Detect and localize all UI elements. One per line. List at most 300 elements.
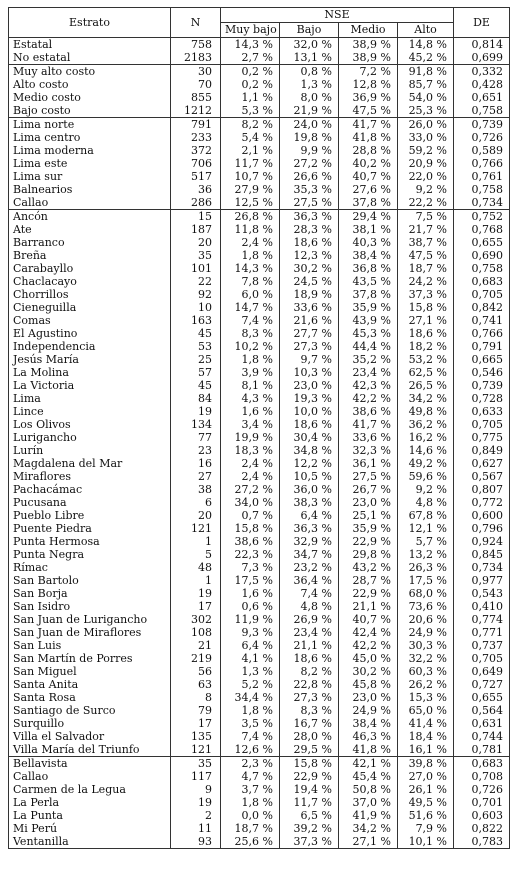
cell-de: 0,734 [454, 196, 510, 210]
cell-medio: 40,7 % [339, 170, 398, 183]
cell-de: 0,739 [454, 379, 510, 392]
cell-de: 0,781 [454, 743, 510, 757]
table-row [9, 38, 510, 52]
cell-muy-bajo: 38,6 % [221, 535, 280, 548]
cell-bajo: 27,3 % [280, 340, 339, 353]
cell-de: 0,603 [454, 809, 510, 822]
cell-muy-bajo: 5,4 % [221, 131, 280, 144]
cell-n: 233 [171, 131, 221, 144]
cell-estrato: San Miguel [9, 665, 171, 678]
cell-estrato: Miraflores [9, 470, 171, 483]
cell-medio: 23,4 % [339, 366, 398, 379]
cell-n: 517 [171, 170, 221, 183]
cell-muy-bajo: 6,0 % [221, 288, 280, 301]
cell-medio: 43,2 % [339, 561, 398, 574]
cell-de: 0,822 [454, 822, 510, 835]
table-row [9, 730, 510, 743]
cell-alto: 27,0 % [398, 770, 454, 783]
cell-de: 0,651 [454, 91, 510, 104]
cell-bajo: 35,3 % [280, 183, 339, 196]
cell-medio: 42,1 % [339, 757, 398, 771]
cell-alto: 26,1 % [398, 783, 454, 796]
cell-n: 1 [171, 535, 221, 548]
cell-bajo: 19,3 % [280, 392, 339, 405]
table-row [9, 118, 510, 132]
cell-n: 2183 [171, 51, 221, 65]
cell-n: 8 [171, 691, 221, 704]
cell-bajo: 36,4 % [280, 574, 339, 587]
cell-medio: 38,4 % [339, 249, 398, 262]
cell-bajo: 6,4 % [280, 509, 339, 522]
cell-bajo: 16,7 % [280, 717, 339, 730]
cell-de: 0,807 [454, 483, 510, 496]
cell-de: 0,627 [454, 457, 510, 470]
cell-estrato: Lince [9, 405, 171, 418]
cell-muy-bajo: 25,6 % [221, 835, 280, 849]
cell-alto: 7,9 % [398, 822, 454, 835]
cell-de: 0,796 [454, 522, 510, 535]
cell-alto: 68,0 % [398, 587, 454, 600]
cell-muy-bajo: 2,1 % [221, 144, 280, 157]
cell-estrato: Lurigancho [9, 431, 171, 444]
cell-muy-bajo: 19,9 % [221, 431, 280, 444]
cell-alto: 34,2 % [398, 392, 454, 405]
cell-alto: 16,2 % [398, 431, 454, 444]
cell-de: 0,727 [454, 678, 510, 691]
cell-n: 286 [171, 196, 221, 210]
cell-muy-bajo: 1,3 % [221, 665, 280, 678]
cell-alto: 4,8 % [398, 496, 454, 509]
cell-bajo: 27,5 % [280, 196, 339, 210]
cell-medio: 45,4 % [339, 770, 398, 783]
cell-medio: 41,7 % [339, 418, 398, 431]
cell-estrato: San Juan de Miraflores [9, 626, 171, 639]
cell-medio: 40,3 % [339, 236, 398, 249]
cell-muy-bajo: 3,9 % [221, 366, 280, 379]
cell-n: 63 [171, 678, 221, 691]
table-row [9, 509, 510, 522]
cell-medio: 50,8 % [339, 783, 398, 796]
cell-estrato: San Martín de Porres [9, 652, 171, 665]
cell-bajo: 19,8 % [280, 131, 339, 144]
cell-alto: 26,3 % [398, 561, 454, 574]
table-row [9, 561, 510, 574]
cell-muy-bajo: 2,3 % [221, 757, 280, 771]
cell-estrato: Medio costo [9, 91, 171, 104]
cell-medio: 27,1 % [339, 835, 398, 849]
cell-alto: 7,5 % [398, 210, 454, 224]
cell-bajo: 8,0 % [280, 91, 339, 104]
cell-medio: 40,2 % [339, 157, 398, 170]
row-group [9, 65, 510, 118]
cell-medio: 38,9 % [339, 51, 398, 65]
header-nse: NSE [221, 8, 454, 23]
cell-de: 0,761 [454, 170, 510, 183]
cell-de: 0,771 [454, 626, 510, 639]
table-row [9, 665, 510, 678]
cell-muy-bajo: 9,3 % [221, 626, 280, 639]
table-row [9, 535, 510, 548]
cell-medio: 22,9 % [339, 535, 398, 548]
cell-de: 0,655 [454, 691, 510, 704]
cell-muy-bajo: 5,2 % [221, 678, 280, 691]
cell-muy-bajo: 3,4 % [221, 418, 280, 431]
cell-muy-bajo: 7,4 % [221, 730, 280, 743]
cell-alto: 18,7 % [398, 262, 454, 275]
table-row [9, 574, 510, 587]
cell-muy-bajo: 7,3 % [221, 561, 280, 574]
cell-bajo: 33,6 % [280, 301, 339, 314]
cell-n: 56 [171, 665, 221, 678]
cell-n: 15 [171, 210, 221, 224]
cell-muy-bajo: 8,2 % [221, 118, 280, 132]
table-row [9, 522, 510, 535]
cell-bajo: 28,3 % [280, 223, 339, 236]
header-muy-bajo: Muy bajo [221, 23, 280, 38]
cell-muy-bajo: 15,8 % [221, 522, 280, 535]
cell-estrato: San Luis [9, 639, 171, 652]
cell-bajo: 30,4 % [280, 431, 339, 444]
cell-bajo: 30,2 % [280, 262, 339, 275]
cell-n: 10 [171, 301, 221, 314]
cell-de: 0,633 [454, 405, 510, 418]
table-row [9, 483, 510, 496]
nse-table [8, 7, 510, 849]
cell-estrato: San Bartolo [9, 574, 171, 587]
cell-de: 0,783 [454, 835, 510, 849]
cell-de: 0,683 [454, 757, 510, 771]
cell-muy-bajo: 5,3 % [221, 104, 280, 118]
cell-bajo: 11,7 % [280, 796, 339, 809]
table-row [9, 275, 510, 288]
cell-bajo: 29,5 % [280, 743, 339, 757]
cell-bajo: 21,1 % [280, 639, 339, 652]
header-alto: Alto [398, 23, 454, 38]
cell-medio: 24,9 % [339, 704, 398, 717]
cell-de: 0,739 [454, 118, 510, 132]
cell-alto: 37,3 % [398, 288, 454, 301]
cell-alto: 54,0 % [398, 91, 454, 104]
cell-muy-bajo: 11,9 % [221, 613, 280, 626]
cell-medio: 21,1 % [339, 600, 398, 613]
cell-de: 0,814 [454, 38, 510, 52]
cell-n: 135 [171, 730, 221, 743]
cell-bajo: 19,4 % [280, 783, 339, 796]
cell-de: 0,775 [454, 431, 510, 444]
cell-n: 108 [171, 626, 221, 639]
cell-medio: 42,2 % [339, 639, 398, 652]
cell-muy-bajo: 10,2 % [221, 340, 280, 353]
cell-alto: 18,2 % [398, 340, 454, 353]
cell-alto: 45,2 % [398, 51, 454, 65]
table-row [9, 65, 510, 79]
table-row [9, 170, 510, 183]
cell-muy-bajo: 0,2 % [221, 78, 280, 91]
cell-bajo: 21,9 % [280, 104, 339, 118]
cell-alto: 22,2 % [398, 196, 454, 210]
cell-bajo: 10,0 % [280, 405, 339, 418]
cell-alto: 25,3 % [398, 104, 454, 118]
cell-bajo: 37,3 % [280, 835, 339, 849]
table-row [9, 236, 510, 249]
header-estrato: Estrato [9, 8, 171, 38]
cell-estrato: Bajo costo [9, 104, 171, 118]
cell-estrato: Barranco [9, 236, 171, 249]
cell-n: 19 [171, 796, 221, 809]
cell-estrato: Lima [9, 392, 171, 405]
table-row [9, 704, 510, 717]
cell-estrato: Lurín [9, 444, 171, 457]
cell-medio: 30,2 % [339, 665, 398, 678]
table-row [9, 301, 510, 314]
cell-muy-bajo: 34,0 % [221, 496, 280, 509]
cell-muy-bajo: 26,8 % [221, 210, 280, 224]
header-bajo: Bajo [280, 23, 339, 38]
cell-estrato: Lima sur [9, 170, 171, 183]
table-row [9, 626, 510, 639]
cell-bajo: 8,2 % [280, 665, 339, 678]
header-medio: Medio [339, 23, 398, 38]
cell-de: 0,924 [454, 535, 510, 548]
cell-medio: 36,8 % [339, 262, 398, 275]
cell-alto: 32,2 % [398, 652, 454, 665]
cell-n: 57 [171, 366, 221, 379]
cell-estrato: Cieneguilla [9, 301, 171, 314]
table-row [9, 104, 510, 118]
cell-medio: 42,2 % [339, 392, 398, 405]
cell-medio: 29,4 % [339, 210, 398, 224]
table-row [9, 496, 510, 509]
cell-muy-bajo: 11,7 % [221, 157, 280, 170]
cell-muy-bajo: 17,5 % [221, 574, 280, 587]
cell-de: 0,744 [454, 730, 510, 743]
cell-de: 0,734 [454, 561, 510, 574]
cell-medio: 7,2 % [339, 65, 398, 79]
cell-n: 27 [171, 470, 221, 483]
cell-n: 22 [171, 275, 221, 288]
cell-alto: 24,2 % [398, 275, 454, 288]
cell-estrato: Chorrillos [9, 288, 171, 301]
cell-bajo: 27,2 % [280, 157, 339, 170]
cell-n: 23 [171, 444, 221, 457]
cell-medio: 47,5 % [339, 104, 398, 118]
cell-medio: 35,2 % [339, 353, 398, 366]
cell-alto: 15,3 % [398, 691, 454, 704]
cell-bajo: 9,7 % [280, 353, 339, 366]
cell-bajo: 23,2 % [280, 561, 339, 574]
cell-bajo: 21,6 % [280, 314, 339, 327]
cell-estrato: La Perla [9, 796, 171, 809]
cell-estrato: Balnearios [9, 183, 171, 196]
cell-alto: 21,7 % [398, 223, 454, 236]
cell-medio: 38,1 % [339, 223, 398, 236]
cell-estrato: Lima norte [9, 118, 171, 132]
cell-de: 0,332 [454, 65, 510, 79]
table-row [9, 249, 510, 262]
cell-alto: 16,1 % [398, 743, 454, 757]
cell-estrato: Mi Perú [9, 822, 171, 835]
cell-medio: 41,9 % [339, 809, 398, 822]
cell-de: 0,766 [454, 327, 510, 340]
cell-medio: 35,9 % [339, 522, 398, 535]
cell-muy-bajo: 27,9 % [221, 183, 280, 196]
cell-de: 0,410 [454, 600, 510, 613]
cell-estrato: Jesús María [9, 353, 171, 366]
cell-estrato: Santiago de Surco [9, 704, 171, 717]
cell-alto: 26,2 % [398, 678, 454, 691]
cell-bajo: 34,8 % [280, 444, 339, 457]
cell-estrato: Santa Rosa [9, 691, 171, 704]
cell-n: 11 [171, 822, 221, 835]
cell-muy-bajo: 1,8 % [221, 249, 280, 262]
cell-n: 17 [171, 717, 221, 730]
cell-alto: 9,2 % [398, 483, 454, 496]
cell-bajo: 36,0 % [280, 483, 339, 496]
row-group [9, 38, 510, 65]
cell-muy-bajo: 3,7 % [221, 783, 280, 796]
cell-medio: 41,8 % [339, 743, 398, 757]
cell-de: 0,752 [454, 210, 510, 224]
cell-bajo: 10,5 % [280, 470, 339, 483]
cell-de: 0,655 [454, 236, 510, 249]
cell-estrato: Lima moderna [9, 144, 171, 157]
table-row [9, 548, 510, 561]
table-row [9, 405, 510, 418]
cell-bajo: 23,0 % [280, 379, 339, 392]
table-row [9, 262, 510, 275]
cell-bajo: 23,4 % [280, 626, 339, 639]
cell-n: 16 [171, 457, 221, 470]
cell-estrato: Independencia [9, 340, 171, 353]
cell-n: 21 [171, 639, 221, 652]
table-row [9, 91, 510, 104]
cell-alto: 49,2 % [398, 457, 454, 470]
cell-estrato: Lima este [9, 157, 171, 170]
cell-medio: 41,7 % [339, 118, 398, 132]
cell-n: 45 [171, 379, 221, 392]
cell-medio: 37,8 % [339, 196, 398, 210]
cell-n: 84 [171, 392, 221, 405]
cell-muy-bajo: 14,3 % [221, 38, 280, 52]
cell-medio: 33,6 % [339, 431, 398, 444]
cell-alto: 27,1 % [398, 314, 454, 327]
cell-n: 93 [171, 835, 221, 849]
cell-n: 163 [171, 314, 221, 327]
cell-estrato: Punta Hermosa [9, 535, 171, 548]
cell-medio: 28,8 % [339, 144, 398, 157]
cell-medio: 42,4 % [339, 626, 398, 639]
cell-estrato: Bellavista [9, 757, 171, 771]
table-row [9, 353, 510, 366]
cell-alto: 33,0 % [398, 131, 454, 144]
cell-n: 2 [171, 809, 221, 822]
table-row [9, 366, 510, 379]
table-row [9, 314, 510, 327]
cell-de: 0,791 [454, 340, 510, 353]
cell-estrato: No estatal [9, 51, 171, 65]
table-row [9, 457, 510, 470]
cell-n: 53 [171, 340, 221, 353]
cell-n: 70 [171, 78, 221, 91]
cell-bajo: 27,7 % [280, 327, 339, 340]
cell-medio: 37,8 % [339, 288, 398, 301]
cell-alto: 85,7 % [398, 78, 454, 91]
cell-de: 0,977 [454, 574, 510, 587]
cell-muy-bajo: 1,8 % [221, 704, 280, 717]
cell-n: 1 [171, 574, 221, 587]
cell-n: 77 [171, 431, 221, 444]
table-row [9, 717, 510, 730]
cell-estrato: Pucusana [9, 496, 171, 509]
cell-bajo: 26,9 % [280, 613, 339, 626]
cell-estrato: Ventanilla [9, 835, 171, 849]
cell-medio: 43,9 % [339, 314, 398, 327]
cell-alto: 5,7 % [398, 535, 454, 548]
cell-bajo: 1,3 % [280, 78, 339, 91]
cell-medio: 23,0 % [339, 496, 398, 509]
cell-bajo: 18,9 % [280, 288, 339, 301]
table-row [9, 288, 510, 301]
cell-estrato: Villa María del Triunfo [9, 743, 171, 757]
table-row [9, 444, 510, 457]
cell-medio: 45,8 % [339, 678, 398, 691]
table-header [9, 8, 510, 38]
table-row [9, 78, 510, 91]
cell-de: 0,600 [454, 509, 510, 522]
cell-muy-bajo: 1,6 % [221, 587, 280, 600]
cell-medio: 37,0 % [339, 796, 398, 809]
cell-estrato: Pachacámac [9, 483, 171, 496]
cell-estrato: La Molina [9, 366, 171, 379]
cell-de: 0,567 [454, 470, 510, 483]
cell-bajo: 4,8 % [280, 600, 339, 613]
cell-medio: 41,8 % [339, 131, 398, 144]
cell-n: 20 [171, 236, 221, 249]
cell-de: 0,564 [454, 704, 510, 717]
cell-n: 30 [171, 65, 221, 79]
cell-muy-bajo: 4,3 % [221, 392, 280, 405]
cell-estrato: Pueblo Libre [9, 509, 171, 522]
cell-de: 0,705 [454, 652, 510, 665]
cell-de: 0,546 [454, 366, 510, 379]
cell-alto: 14,6 % [398, 444, 454, 457]
table-row [9, 379, 510, 392]
cell-muy-bajo: 1,8 % [221, 796, 280, 809]
cell-n: 791 [171, 118, 221, 132]
cell-n: 36 [171, 183, 221, 196]
cell-bajo: 34,7 % [280, 548, 339, 561]
cell-alto: 38,7 % [398, 236, 454, 249]
cell-bajo: 0,8 % [280, 65, 339, 79]
cell-n: 101 [171, 262, 221, 275]
cell-muy-bajo: 7,8 % [221, 275, 280, 288]
table-row [9, 757, 510, 771]
cell-bajo: 22,8 % [280, 678, 339, 691]
table-row [9, 196, 510, 210]
cell-bajo: 15,8 % [280, 757, 339, 771]
cell-alto: 10,1 % [398, 835, 454, 849]
cell-alto: 53,2 % [398, 353, 454, 366]
cell-estrato: Callao [9, 196, 171, 210]
cell-muy-bajo: 8,3 % [221, 327, 280, 340]
cell-de: 0,758 [454, 262, 510, 275]
cell-muy-bajo: 4,1 % [221, 652, 280, 665]
cell-alto: 26,0 % [398, 118, 454, 132]
cell-bajo: 36,3 % [280, 522, 339, 535]
cell-alto: 59,6 % [398, 470, 454, 483]
table-row [9, 652, 510, 665]
cell-estrato: Lima centro [9, 131, 171, 144]
